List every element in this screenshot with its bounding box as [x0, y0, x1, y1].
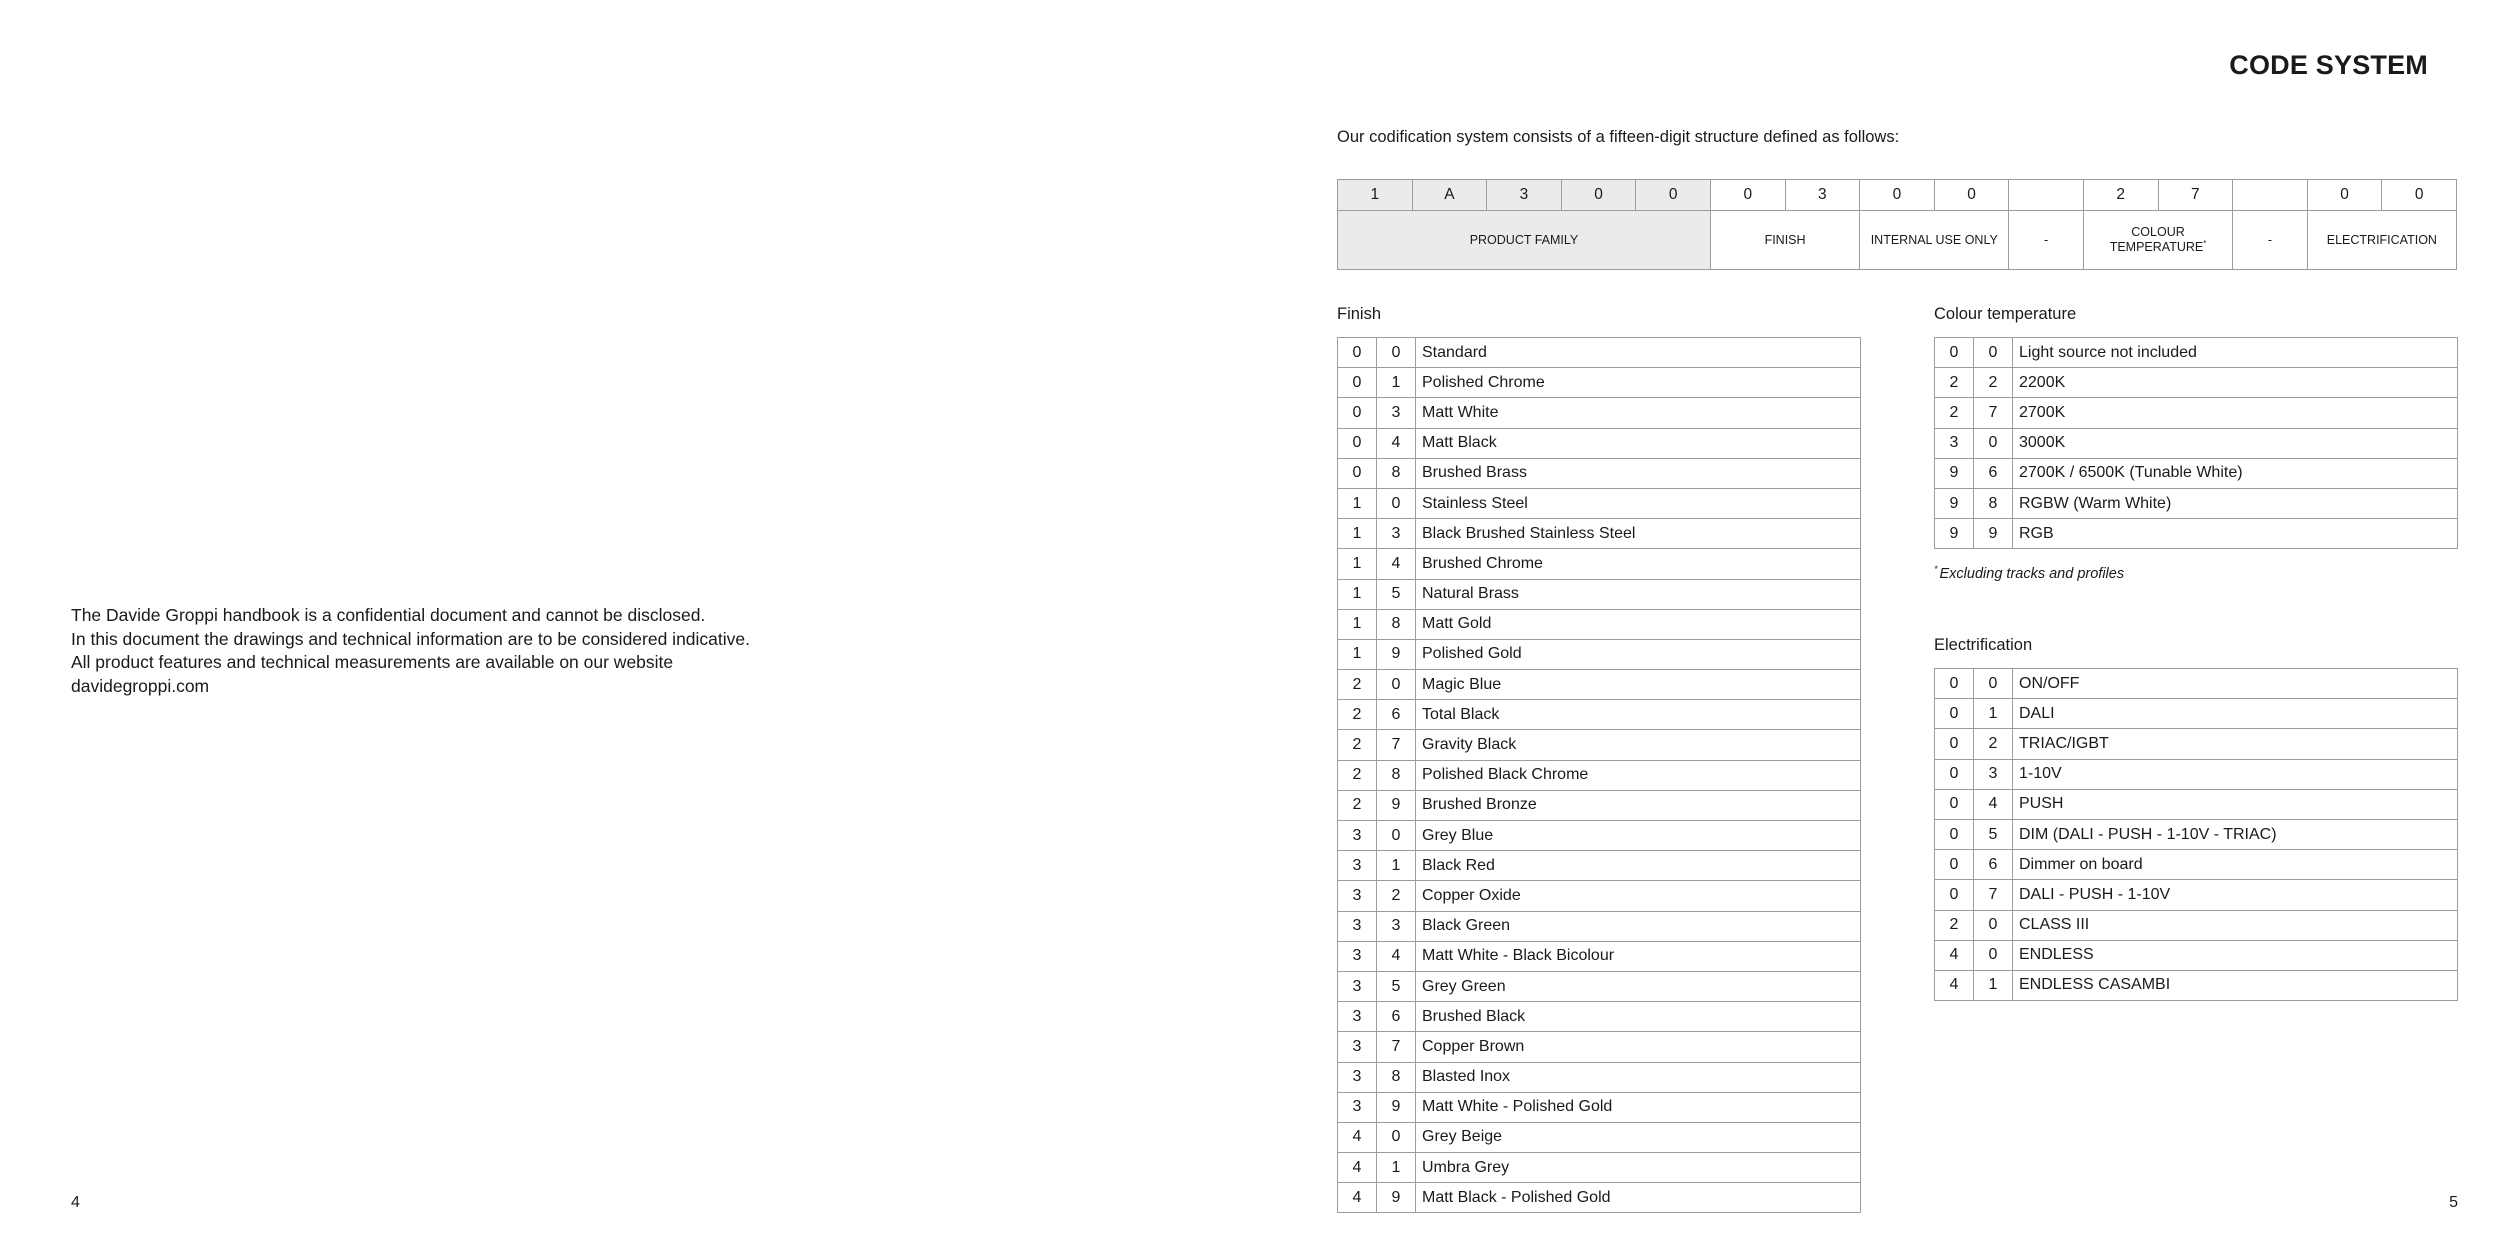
electrification-label: ELECTRIFICATION: [2307, 211, 2456, 270]
table-row: [1935, 970, 2458, 1000]
code-digit-2: 9: [1377, 1092, 1416, 1122]
code-digit-1: 0: [1935, 669, 1974, 699]
option-name: Matt Gold: [1416, 609, 1861, 639]
table-row: [1935, 368, 2458, 398]
option-name: DIM (DALI - PUSH - 1-10V - TRIAC): [2013, 819, 2458, 849]
code-digit-2: 5: [1377, 971, 1416, 1001]
code-digit-2: 4: [1377, 941, 1416, 971]
table-row: [1338, 730, 1861, 760]
code-digit-2: 9: [1377, 790, 1416, 820]
code-digit-1: 1: [1338, 488, 1377, 518]
table-row: [1338, 1062, 1861, 1092]
table-row: [1338, 398, 1861, 428]
code-digit-2: 4: [1377, 549, 1416, 579]
code-digit: 0: [1710, 180, 1785, 211]
table-row: [1338, 609, 1861, 639]
table-row: [1338, 971, 1861, 1001]
option-name: RGB: [2013, 519, 2458, 549]
code-digit: 0: [2307, 180, 2382, 211]
code-digit-2: 2: [1377, 881, 1416, 911]
electrification-section-title: Electrification: [1934, 636, 2033, 654]
code-digit-1: 0: [1338, 458, 1377, 488]
finish-label: FINISH: [1710, 211, 1859, 270]
code-digit-2: 0: [1377, 821, 1416, 851]
code-digit-2: 3: [1377, 398, 1416, 428]
code-digit-2: 4: [1974, 789, 2013, 819]
code-digit-1: 0: [1935, 759, 1974, 789]
code-digit-1: 1: [1338, 579, 1377, 609]
code-digit-1: 3: [1338, 821, 1377, 851]
code-digit-1: 3: [1338, 911, 1377, 941]
code-digit-1: 2: [1935, 368, 1974, 398]
table-row: [1338, 519, 1861, 549]
code-digits-row: [1338, 180, 2457, 211]
table-row: [1338, 760, 1861, 790]
option-name: Total Black: [1416, 700, 1861, 730]
code-digit: 7: [2158, 180, 2233, 211]
code-digit-2: 7: [1974, 880, 2013, 910]
code-digit-2: 8: [1377, 609, 1416, 639]
code-digit-2: 0: [1974, 910, 2013, 940]
option-name: 1-10V: [2013, 759, 2458, 789]
code-digit-2: 0: [1974, 428, 2013, 458]
code-digit-2: 0: [1377, 488, 1416, 518]
footnote-mark: *: [1934, 564, 1938, 574]
page-number-left: 4: [71, 1194, 80, 1211]
option-name: 2700K / 6500K (Tunable White): [2013, 458, 2458, 488]
code-digit-1: 3: [1338, 1092, 1377, 1122]
code-digit-1: 4: [1338, 1122, 1377, 1152]
table-row: [1338, 670, 1861, 700]
code-digit: A: [1412, 180, 1487, 211]
code-digit-2: 2: [1974, 368, 2013, 398]
option-name: Matt White: [1416, 398, 1861, 428]
code-digit-2: 5: [1974, 819, 2013, 849]
footnote-text: Excluding tracks and profiles: [1939, 565, 2125, 582]
option-name: Black Red: [1416, 851, 1861, 881]
table-row: [1338, 368, 1861, 398]
code-digit-2: 1: [1377, 851, 1416, 881]
code-digit-2: 1: [1974, 699, 2013, 729]
option-name: Black Brushed Stainless Steel: [1416, 519, 1861, 549]
code-structure-table: [1337, 179, 2457, 270]
colour-temperature-label: [2083, 211, 2232, 270]
table-row: [1338, 338, 1861, 368]
option-name: 2700K: [2013, 398, 2458, 428]
table-row: [1935, 519, 2458, 549]
option-name: Matt White - Polished Gold: [1416, 1092, 1861, 1122]
code-digit-2: 6: [1377, 1002, 1416, 1032]
colour-temperature-footnote: [1934, 564, 2124, 582]
option-name: Grey Blue: [1416, 821, 1861, 851]
code-digit: 0: [1636, 180, 1711, 211]
option-name: Magic Blue: [1416, 670, 1861, 700]
option-name: Polished Gold: [1416, 639, 1861, 669]
table-row: [1338, 1002, 1861, 1032]
colour-temperature-section-title: Colour temperature: [1934, 305, 2077, 323]
code-digit-2: 7: [1377, 730, 1416, 760]
code-digit-1: 2: [1935, 398, 1974, 428]
finish-section-title: Finish: [1337, 305, 1382, 323]
code-digit-1: 0: [1935, 338, 1974, 368]
colour-temperature-label-text: COLOUR TEMPERATURE: [2109, 225, 2204, 255]
electrification-table: [1934, 668, 2458, 1001]
code-digit: 0: [1934, 180, 2009, 211]
option-name: Brushed Brass: [1416, 458, 1861, 488]
option-name: 3000K: [2013, 428, 2458, 458]
code-digit: [2233, 180, 2308, 211]
table-row: [1935, 338, 2458, 368]
code-digit-1: 0: [1935, 789, 1974, 819]
code-digit-2: 0: [1974, 940, 2013, 970]
code-digit: 3: [1487, 180, 1562, 211]
table-row: [1338, 1122, 1861, 1152]
code-digit-1: 3: [1338, 1032, 1377, 1062]
code-digit-1: 2: [1338, 700, 1377, 730]
code-digit-1: 4: [1935, 970, 1974, 1000]
option-name: ENDLESS CASAMBI: [2013, 970, 2458, 1000]
table-row: [1338, 488, 1861, 518]
disclaimer-line: All product features and technical measurements are available on our website: [71, 652, 674, 672]
option-name: Copper Brown: [1416, 1032, 1861, 1062]
code-digit: 1: [1338, 180, 1413, 211]
option-name: Gravity Black: [1416, 730, 1861, 760]
code-digit-1: 2: [1338, 670, 1377, 700]
option-name: Polished Chrome: [1416, 368, 1861, 398]
disclaimer-line: In this document the drawings and technical information are to be considered indicative.: [71, 628, 751, 649]
code-labels-row: [1338, 211, 2457, 270]
code-digit: 3: [1785, 180, 1860, 211]
page-title: CODE SYSTEM: [2229, 50, 2428, 80]
code-digit-2: 6: [1377, 700, 1416, 730]
table-row: [1935, 759, 2458, 789]
code-digit-1: 1: [1338, 519, 1377, 549]
code-digit-1: 2: [1338, 790, 1377, 820]
code-digit-1: 9: [1935, 488, 1974, 518]
code-digit: [2009, 180, 2084, 211]
option-name: Matt Black - Polished Gold: [1416, 1183, 1861, 1213]
code-digit-1: 3: [1935, 428, 1974, 458]
table-row: [1935, 699, 2458, 729]
table-row: [1935, 729, 2458, 759]
code-digit-1: 9: [1935, 458, 1974, 488]
option-name: CLASS III: [2013, 910, 2458, 940]
code-digit-2: 1: [1974, 970, 2013, 1000]
code-digit-2: 7: [1377, 1032, 1416, 1062]
code-digit-2: 5: [1377, 579, 1416, 609]
code-digit-2: 0: [1377, 670, 1416, 700]
code-digit-1: 1: [1338, 549, 1377, 579]
table-row: [1338, 1183, 1861, 1213]
table-row: [1338, 821, 1861, 851]
table-row: [1935, 669, 2458, 699]
code-digit-2: 6: [1974, 850, 2013, 880]
option-name: Dimmer on board: [2013, 850, 2458, 880]
option-name: Matt White - Black Bicolour: [1416, 941, 1861, 971]
table-row: [1338, 790, 1861, 820]
option-name: Light source not included: [2013, 338, 2458, 368]
option-name: Stainless Steel: [1416, 488, 1861, 518]
table-row: [1935, 789, 2458, 819]
option-name: TRIAC/IGBT: [2013, 729, 2458, 759]
table-row: [1935, 940, 2458, 970]
code-digit-1: 4: [1338, 1183, 1377, 1213]
code-digit-2: 1: [1377, 1153, 1416, 1183]
table-row: [1338, 881, 1861, 911]
table-row: [1338, 941, 1861, 971]
code-digit-1: 3: [1338, 1002, 1377, 1032]
page-number-right: 5: [2449, 1194, 2458, 1211]
option-name: ENDLESS: [2013, 940, 2458, 970]
code-digit-2: 1: [1377, 368, 1416, 398]
table-row: [1935, 458, 2458, 488]
code-digit-2: 9: [1377, 1183, 1416, 1213]
option-name: DALI: [2013, 699, 2458, 729]
separator-label: -: [2233, 211, 2308, 270]
code-digit-1: 2: [1338, 730, 1377, 760]
code-digit: 0: [1860, 180, 1935, 211]
option-name: Matt Black: [1416, 428, 1861, 458]
table-row: [1338, 428, 1861, 458]
table-row: [1935, 488, 2458, 518]
code-digit-2: 2: [1974, 729, 2013, 759]
code-digit-1: 2: [1935, 910, 1974, 940]
code-digit-2: 8: [1377, 458, 1416, 488]
code-digit: 0: [1561, 180, 1636, 211]
code-digit-1: 3: [1338, 971, 1377, 1001]
code-digit-2: 0: [1377, 338, 1416, 368]
code-digit-2: 8: [1377, 760, 1416, 790]
code-digit: 0: [2382, 180, 2457, 211]
table-row: [1935, 428, 2458, 458]
code-digit-2: 3: [1974, 759, 2013, 789]
table-row: [1338, 700, 1861, 730]
intro-text: Our codification system consists of a fifteen-digit structure defined as follows:: [1337, 128, 1900, 146]
table-row: [1338, 458, 1861, 488]
table-row: [1338, 1092, 1861, 1122]
code-digit-1: 0: [1935, 729, 1974, 759]
finish-table: [1337, 337, 1861, 1213]
code-digit: 2: [2083, 180, 2158, 211]
option-name: Blasted Inox: [1416, 1062, 1861, 1092]
disclaimer-line: The Davide Groppi handbook is a confidential document and cannot be disclosed.: [71, 605, 706, 625]
option-name: Polished Black Chrome: [1416, 760, 1861, 790]
code-digit-2: 0: [1974, 338, 2013, 368]
option-name: Brushed Black: [1416, 1002, 1861, 1032]
footnote-mark: *: [2203, 239, 2207, 249]
code-digit-2: 6: [1974, 458, 2013, 488]
option-name: 2200K: [2013, 368, 2458, 398]
separator-label: -: [2009, 211, 2084, 270]
code-digit-1: 0: [1338, 338, 1377, 368]
option-name: RGBW (Warm White): [2013, 488, 2458, 518]
table-row: [1338, 639, 1861, 669]
code-digit-1: 3: [1338, 941, 1377, 971]
code-digit-1: 2: [1338, 760, 1377, 790]
colour-temperature-table: [1934, 337, 2458, 549]
code-digit-1: 1: [1338, 639, 1377, 669]
table-row: [1338, 579, 1861, 609]
option-name: PUSH: [2013, 789, 2458, 819]
code-digit-2: 9: [1377, 639, 1416, 669]
table-row: [1338, 851, 1861, 881]
product-family-label: PRODUCT FAMILY: [1338, 211, 1711, 270]
option-name: Black Green: [1416, 911, 1861, 941]
table-row: [1935, 819, 2458, 849]
table-row: [1338, 1032, 1861, 1062]
code-digit-1: 0: [1338, 368, 1377, 398]
table-row: [1935, 880, 2458, 910]
code-digit-1: 0: [1935, 699, 1974, 729]
code-digit-1: 0: [1935, 819, 1974, 849]
option-name: Copper Oxide: [1416, 881, 1861, 911]
disclaimer-text: [71, 604, 750, 698]
option-name: Standard: [1416, 338, 1861, 368]
table-row: [1338, 911, 1861, 941]
code-digit-2: 9: [1974, 519, 2013, 549]
internal-use-label: INTERNAL USE ONLY: [1860, 211, 2009, 270]
code-digit-2: 0: [1974, 669, 2013, 699]
code-digit-2: 3: [1377, 519, 1416, 549]
option-name: Umbra Grey: [1416, 1153, 1861, 1183]
code-digit-2: 0: [1377, 1122, 1416, 1152]
code-digit-1: 3: [1338, 851, 1377, 881]
option-name: Brushed Chrome: [1416, 549, 1861, 579]
table-row: [1935, 850, 2458, 880]
option-name: Brushed Bronze: [1416, 790, 1861, 820]
code-digit-1: 0: [1935, 850, 1974, 880]
code-digit-2: 3: [1377, 911, 1416, 941]
code-digit-2: 7: [1974, 398, 2013, 428]
option-name: Natural Brass: [1416, 579, 1861, 609]
option-name: DALI - PUSH - 1-10V: [2013, 880, 2458, 910]
code-digit-1: 0: [1338, 428, 1377, 458]
code-digit-1: 4: [1935, 940, 1974, 970]
code-digit-1: 9: [1935, 519, 1974, 549]
table-row: [1338, 549, 1861, 579]
code-digit-2: 8: [1377, 1062, 1416, 1092]
code-digit-1: 3: [1338, 1062, 1377, 1092]
table-row: [1935, 398, 2458, 428]
code-digit-1: 0: [1935, 880, 1974, 910]
disclaimer-line: davidegroppi.com: [71, 675, 210, 696]
option-name: Grey Beige: [1416, 1122, 1861, 1152]
code-digit-1: 3: [1338, 881, 1377, 911]
code-digit-1: 4: [1338, 1153, 1377, 1183]
code-digit-2: 8: [1974, 488, 2013, 518]
code-digit-1: 1: [1338, 609, 1377, 639]
code-digit-2: 4: [1377, 428, 1416, 458]
table-row: [1338, 1153, 1861, 1183]
table-row: [1935, 910, 2458, 940]
option-name: ON/OFF: [2013, 669, 2458, 699]
code-digit-1: 0: [1338, 398, 1377, 428]
option-name: Grey Green: [1416, 971, 1861, 1001]
